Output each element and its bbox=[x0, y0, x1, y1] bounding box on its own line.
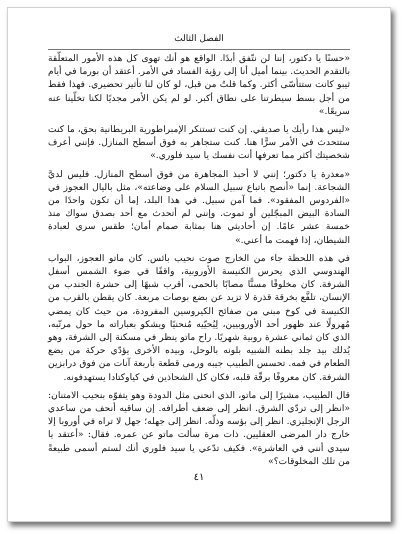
paragraph-3: «معذرة يا دكتور؛ إنني لا أحبذ المجاهرة من فوق أسطح المنازل. فليس لديَّ الشجاعة. إنما «أنصح باتباع سبيل السلام على وضاعته»، مثل باليال العجوز في «الفردوس المفقود». فما آمن سبيل. في هذا البلد، إما أن تكون واحدًا من السادة البيض المبجّلين أو تموت. وإنني لم أتحدث مع أحد بصدق سواك منذ خمسة عشر عامًا. إن أحاديثي هنا بمثابة صمام أمان؛ طقس سري لعبادة الشيطان، إذا فهمت ما أعني.» bbox=[48, 168, 350, 246]
header-divider bbox=[48, 49, 350, 50]
paragraph-5: قال الطبيب، مشيرًا إلى ماتو، الذي انحنى مثل الدودة وهو يتفوّه بنحيب الامتنان: «انظر إلى تردّي الشرق. انظر إلى ضعف أطرافه. إن ساقيه أنحف من ساعدي الرجل الإنجليزي. انظر إلى بؤسه وذلّه. انظر إلى جهله؛ جهل لا تراه في أوروبا إلا خارج دار المرضى العقليين. ذات مرة سألت ماتو عن عمره. فقال: «أعتقد يا سيدي أنني في العاشرة». فكيف تدّعي يا سيد فلوري أنك لستم أسمى طبيعةً من تلك المخلوقات؟» bbox=[48, 389, 350, 467]
book-page bbox=[7, 7, 391, 522]
page-number: ٤١ bbox=[193, 472, 205, 483]
paragraph-1: «حسنًا يا دكتور، إننا لن نتّفق أبدًا. الواقع هو أنك تهوى كل هذه الأمور المتعلّقة بالتقدم الحديث. بينما أميل أنا إلى رؤية الفساد في الأمر. أعتقد أن بورما في أيام ثيبو كانت ستتأسّى أكثر. وكما قلتُ من قبل، لو كان لنا تأثير تحضيري. فهذا فقط من أجل بسط سيطرتنا على نطاق أكبر. لو لم يكن الأمر مجديًا لكنا تخلّينا عنه سريعًا.» bbox=[48, 53, 350, 117]
chapter-title: الفصل الثالث bbox=[174, 34, 224, 44]
page-body bbox=[48, 52, 350, 473]
paragraph-4: في هذه اللحظة جاء من الخارج صوت نحيب بائس. كان ماتو العجوز، البواب الهندوسي الذي يحرس الكنيسة الأوروبية، واقفًا في ضوء الشمس أسفل الشرفة. كان مخلوقًا مسنًّا مصابًا بالحمى، أقرب شبهًا إلى حشرة الجندب من الإنسان، تلفَّع بخرقة قذرة لا تزيد عن بضع بوصات مربعة. كان يقطن بالقرب من الكنيسة في كوخ مبني من صفائح الكيروسين المفرودة، من حيث كان يمضي مُهرولًا عند ظهور أحد الأوروبيين، لِيُحيّيه مُنحنيًا ويشكو بعباراته ما حول مرتّبه، الذي كان ثماني عشرة روبية شهريًا. راح ماتو ينظر في مسكنة إلى الشرفة، وهو يُدلك بيد جلد بطنه الشبيه بلونه بالوحل، وبيده الأخرى يؤدّي حركة من يضع الطعام في فمه. تحسس الطبيب جيبه ورمى قطعة بأربعة آنات من فوق درابزين الشرفة. كان معروفًا برقّة قلبه، فكان كل الشحاذين في كياوكتادا يستهدفونه. bbox=[48, 252, 350, 383]
paragraph-2: «ليس هذا رأيك يا صديقي. إن كنت تستنكر الإمبراطورية البريطانية بحق، ما كنت ستتحدث في الأمر سرًّا هنا. كنت ستجاهر به فوق أسطح المنازل. فإنني أعرف شخصيتك أكثر مما تعرفها أنت نفسك يا سيد فلوري.» bbox=[48, 124, 350, 162]
